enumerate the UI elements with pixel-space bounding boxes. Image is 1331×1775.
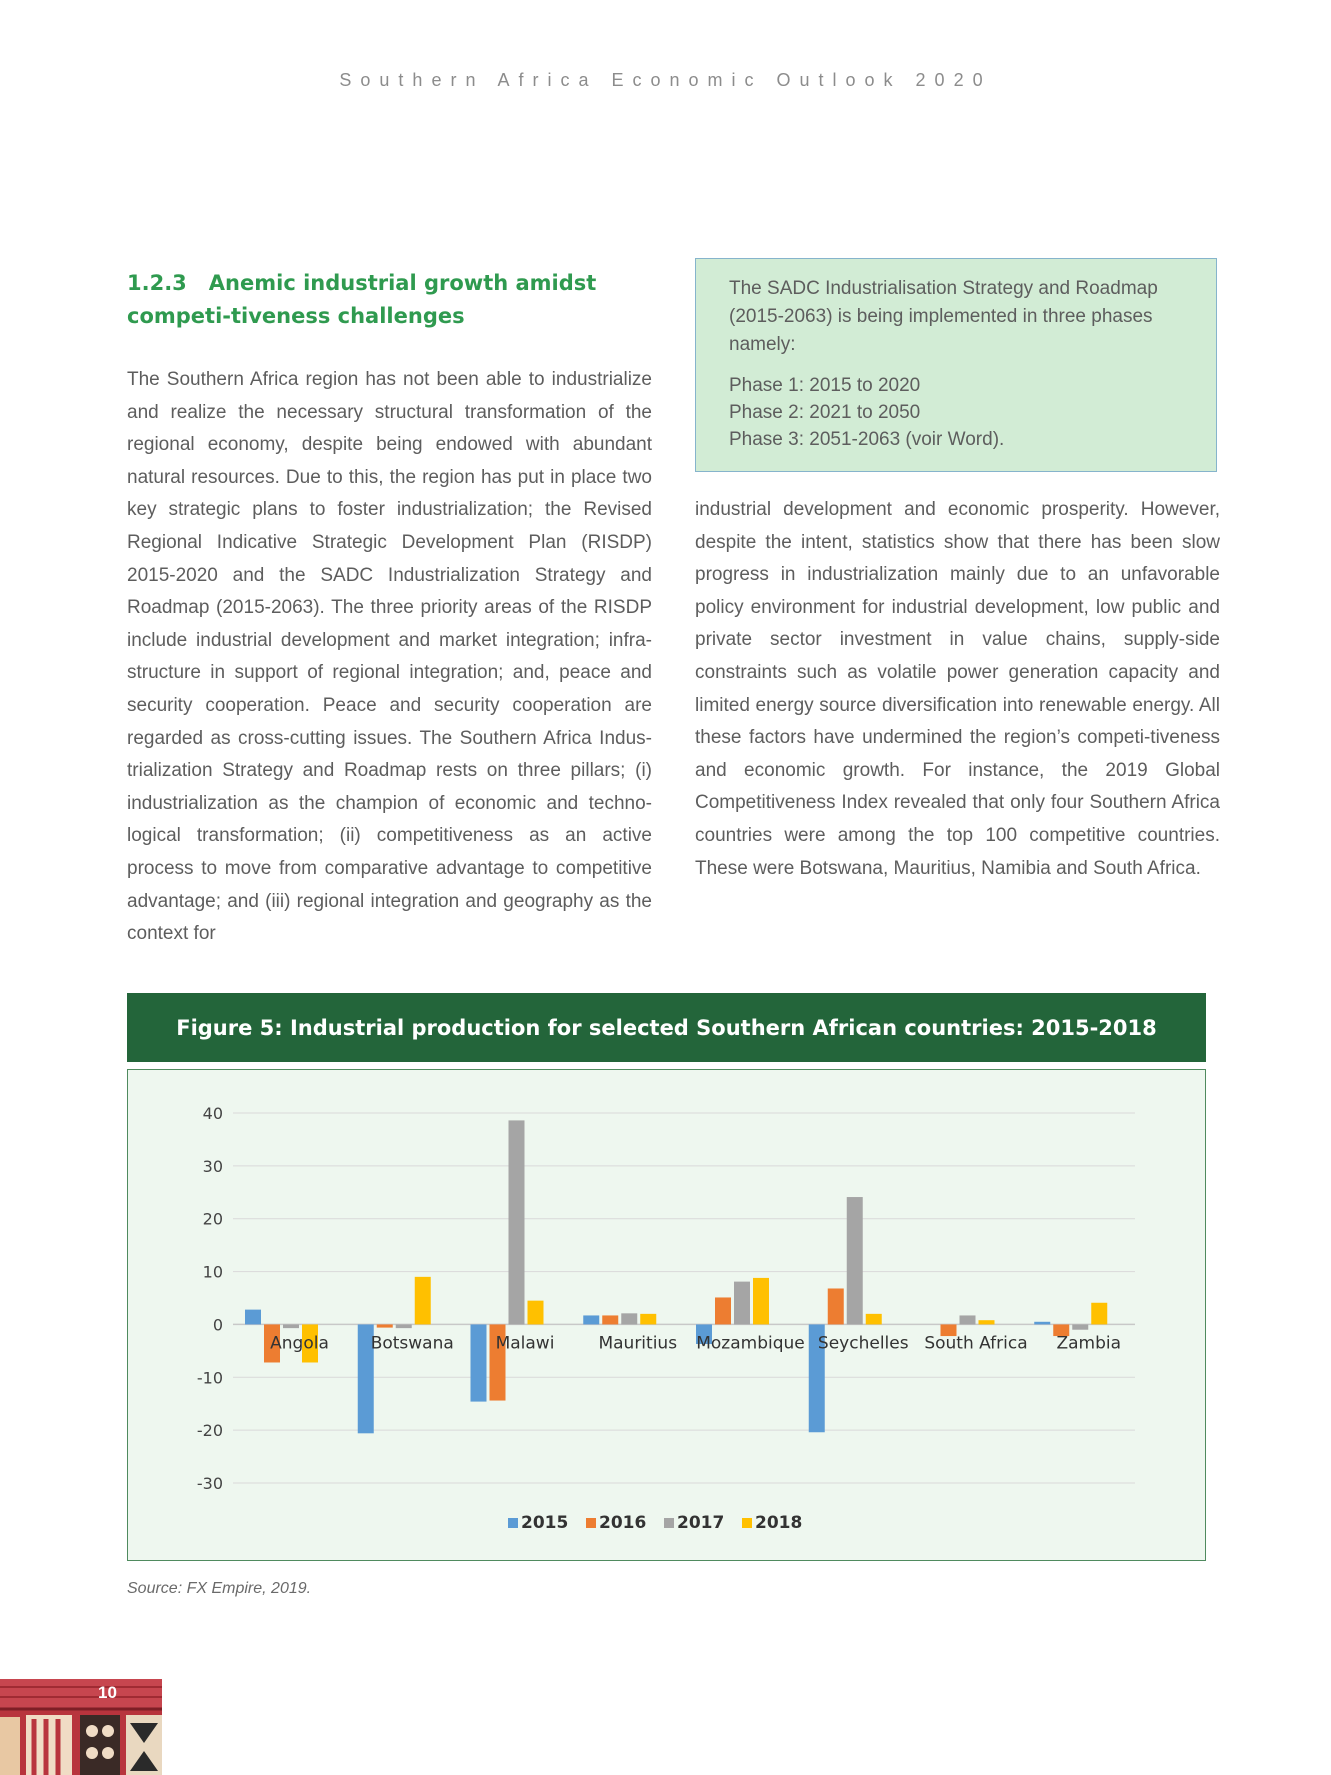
callout-phase-1: Phase 1: 2015 to 2020 <box>729 375 921 396</box>
figure-title-bar <box>127 993 1206 1062</box>
chart-panel <box>127 1069 1206 1561</box>
legend-label: 2018 <box>755 1513 803 1533</box>
page-number: 10 <box>98 1683 117 1702</box>
legend-label: 2016 <box>599 1513 647 1533</box>
y-tick-label: 30 <box>202 1156 223 1176</box>
running-header: Southern Africa Economic Outlook 2020 <box>339 70 992 90</box>
bar <box>979 1320 995 1324</box>
bar <box>828 1288 844 1324</box>
callout-phase-2: Phase 2: 2021 to 2050 <box>729 402 921 423</box>
callout-intro: The SADC Industrialisation Strategy and Roadmap (2015-2063) is being implemented in three phases namely: <box>729 278 1158 355</box>
y-tick-label: -10 <box>196 1368 223 1388</box>
legend-swatch <box>508 1518 518 1528</box>
category-label: Zambia <box>1056 1333 1122 1354</box>
bar <box>715 1297 731 1324</box>
bar <box>847 1197 863 1324</box>
legend-label: 2015 <box>521 1513 569 1533</box>
bar <box>866 1314 882 1325</box>
bar-chart <box>128 1070 1205 1560</box>
category-label: Malawi <box>495 1333 555 1354</box>
bar <box>509 1120 525 1324</box>
bar <box>245 1310 261 1325</box>
figure-title: Figure 5: Industrial production for selected Southern African countries: 2015-2018 <box>176 1015 1157 1040</box>
y-tick-label: -20 <box>196 1421 223 1441</box>
callout-box <box>695 258 1217 472</box>
section-title-text: Anemic industrial growth amidst competi-tiveness challenges <box>127 271 597 328</box>
legend-swatch <box>664 1518 674 1528</box>
category-label: Mozambique <box>696 1333 805 1354</box>
tribal-pattern-decoration <box>0 1679 162 1775</box>
bar <box>753 1278 769 1325</box>
bar <box>283 1324 299 1328</box>
bar <box>621 1313 637 1324</box>
figure-source: Source: FX Empire, 2019. <box>127 1580 312 1597</box>
bar <box>396 1324 412 1328</box>
section-heading <box>127 267 652 333</box>
body-paragraph-right: industrial development and economic prosperity. However, despite the intent, statistics show that there has been slow progress in industrialization mainly due to an unfavorable policy environment for industrial development, low public and private sector investment in value chains, supply-side constraints such as volatile power generation capacity and limited energy source diversification into renewable energy. All these factors have undermined the region’s competi-tiveness and economic growth. For instance, the 2019 Global Competitiveness Index revealed that only four Southern Africa countries were among the top 100 competitive countries. These were Botswana, Mauritius, Namibia and South Africa. <box>695 499 1220 879</box>
bar <box>1091 1303 1107 1325</box>
bar <box>640 1314 656 1325</box>
legend-label: 2017 <box>677 1513 725 1533</box>
bar <box>602 1315 618 1324</box>
bar <box>1072 1324 1088 1329</box>
section-number: 1.2.3 <box>127 271 187 295</box>
bar <box>415 1277 431 1325</box>
y-tick-label: -30 <box>196 1474 223 1493</box>
category-label: Angola <box>270 1333 329 1354</box>
body-paragraph-left: The Southern Africa region has not been able to industrialize and realize the necessary structural transformation of the regional economy, despite being endowed with abundant natural resources. Due to this, the region has put in place two key strategic plans to foster industrialization; the Revised Regional Indicative Strategic Development Plan (RISDP) 2015-2020 and the SADC Industrialization Strategy and Roadmap (2015-2063). The three priority areas of the RISDP include industrial development and market integration; infra-structure in support of regional integration; and, peace and security cooperation. Peace and security cooperation are regarded as cross-cutting issues. The Southern Africa Indus-trialization Strategy and Roadmap rests on three pillars; (i) industrialization as the champion of economic and techno-logical transformation; (ii) competitiveness as an active process to move from comparative advantage to competitive advantage; and (iii) regional integration and geography as the context for <box>127 369 652 945</box>
category-label: Botswana <box>370 1333 454 1354</box>
bar <box>528 1301 544 1325</box>
y-tick-label: 40 <box>202 1104 223 1123</box>
bar <box>377 1324 393 1327</box>
y-tick-label: 0 <box>212 1315 223 1335</box>
category-label: South Africa <box>924 1333 1028 1354</box>
body-column-left <box>127 364 652 951</box>
bar <box>960 1315 976 1324</box>
body-column-right <box>695 494 1220 885</box>
bar <box>583 1315 599 1324</box>
callout-phase-3: Phase 3: 2051-2063 (voir Word). <box>729 429 1005 450</box>
legend-swatch <box>742 1518 752 1528</box>
y-tick-label: 10 <box>202 1262 223 1282</box>
legend-swatch <box>586 1518 596 1528</box>
bar <box>471 1324 487 1401</box>
category-label: Seychelles <box>817 1333 909 1354</box>
bar <box>734 1282 750 1325</box>
bar <box>1034 1322 1050 1325</box>
category-label: Mauritius <box>598 1333 678 1354</box>
y-tick-label: 20 <box>202 1209 223 1229</box>
callout-phase-list <box>729 372 1183 453</box>
page-corner-decoration <box>0 1679 162 1775</box>
